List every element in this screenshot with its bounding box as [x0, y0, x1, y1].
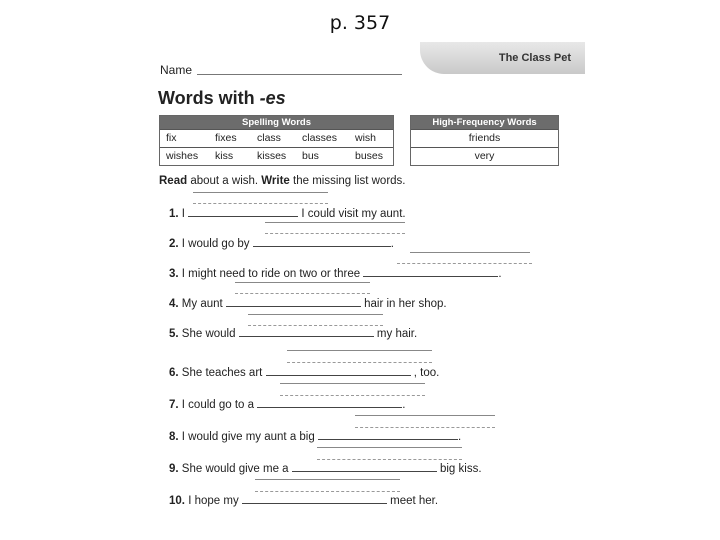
question-9: 9. She would give me a big kiss.: [169, 463, 482, 475]
hf-word: very: [411, 147, 558, 165]
slide-title: p. 357: [329, 12, 391, 34]
spelling-word: classes: [302, 132, 338, 144]
hf-word: friends: [411, 129, 558, 147]
question-2: 2. I would go by .: [169, 238, 394, 250]
instructions: Read about a wish. Write the missing list words.: [159, 175, 406, 187]
answer-blank[interactable]: [292, 461, 437, 472]
worksheet-top: [145, 42, 585, 340]
guide-line: [317, 447, 462, 448]
answer-blank[interactable]: [253, 236, 391, 247]
guide-line: [193, 203, 328, 204]
answer-blank[interactable]: [266, 365, 411, 376]
spelling-words-box: [159, 115, 394, 166]
guide-line: [317, 459, 462, 460]
question-6: 6. She teaches art , too.: [169, 367, 440, 379]
guide-line: [397, 263, 532, 264]
answer-blank[interactable]: [318, 429, 458, 440]
guide-line: [235, 282, 370, 283]
spelling-row: [160, 147, 393, 165]
spelling-word: kiss: [215, 150, 234, 162]
spelling-word: wishes: [166, 150, 199, 162]
guide-line: [355, 427, 495, 428]
worksheet-title: Words with -es: [158, 88, 286, 108]
high-frequency-words-box: [410, 115, 559, 166]
spelling-word: fix: [166, 132, 177, 144]
guide-line: [287, 350, 432, 351]
spelling-word: buses: [355, 150, 384, 162]
question-4: 4. My aunt hair in her shop.: [169, 298, 447, 310]
answer-blank[interactable]: [363, 266, 498, 277]
guide-line: [235, 293, 370, 294]
name-label: Name: [160, 63, 193, 77]
name-line[interactable]: [197, 74, 402, 75]
question-5: 5. She would my hair.: [169, 328, 418, 340]
spelling-word: wish: [355, 132, 377, 144]
guide-line: [410, 252, 530, 253]
lesson-tab: [420, 42, 585, 74]
guide-line: [248, 314, 383, 315]
guide-line: [193, 192, 328, 193]
answer-blank[interactable]: [226, 296, 361, 307]
question-1: 1. I I could visit my aunt.: [169, 208, 406, 220]
question-7: 7. I could go to a .: [169, 399, 406, 411]
answer-blank[interactable]: [257, 397, 402, 408]
guide-line: [255, 491, 400, 492]
spelling-row: [160, 129, 393, 147]
answer-blank[interactable]: [188, 206, 298, 217]
spelling-word: kisses: [257, 150, 287, 162]
spelling-word: fixes: [215, 132, 237, 144]
guide-line: [255, 479, 400, 480]
spelling-words-header: Spelling Words: [160, 116, 393, 129]
spelling-word: class: [257, 132, 281, 144]
high-frequency-header: High-Frequency Words: [411, 116, 558, 129]
question-3: 3. I might need to ride on two or three .: [169, 268, 502, 280]
guide-line: [265, 233, 405, 234]
guide-line: [265, 222, 405, 223]
answer-blank[interactable]: [242, 493, 387, 504]
spelling-word: bus: [302, 150, 319, 162]
worksheet-bottom: [145, 340, 585, 515]
answer-blank[interactable]: [239, 326, 374, 337]
question-8: 8. I would give my aunt a big .: [169, 431, 462, 443]
question-10: 10. I hope my meet her.: [169, 495, 439, 507]
guide-line: [287, 362, 432, 363]
guide-line: [280, 395, 425, 396]
guide-line: [355, 415, 495, 416]
guide-line: [280, 383, 425, 384]
lesson-tab-label: The Class Pet: [498, 52, 571, 64]
